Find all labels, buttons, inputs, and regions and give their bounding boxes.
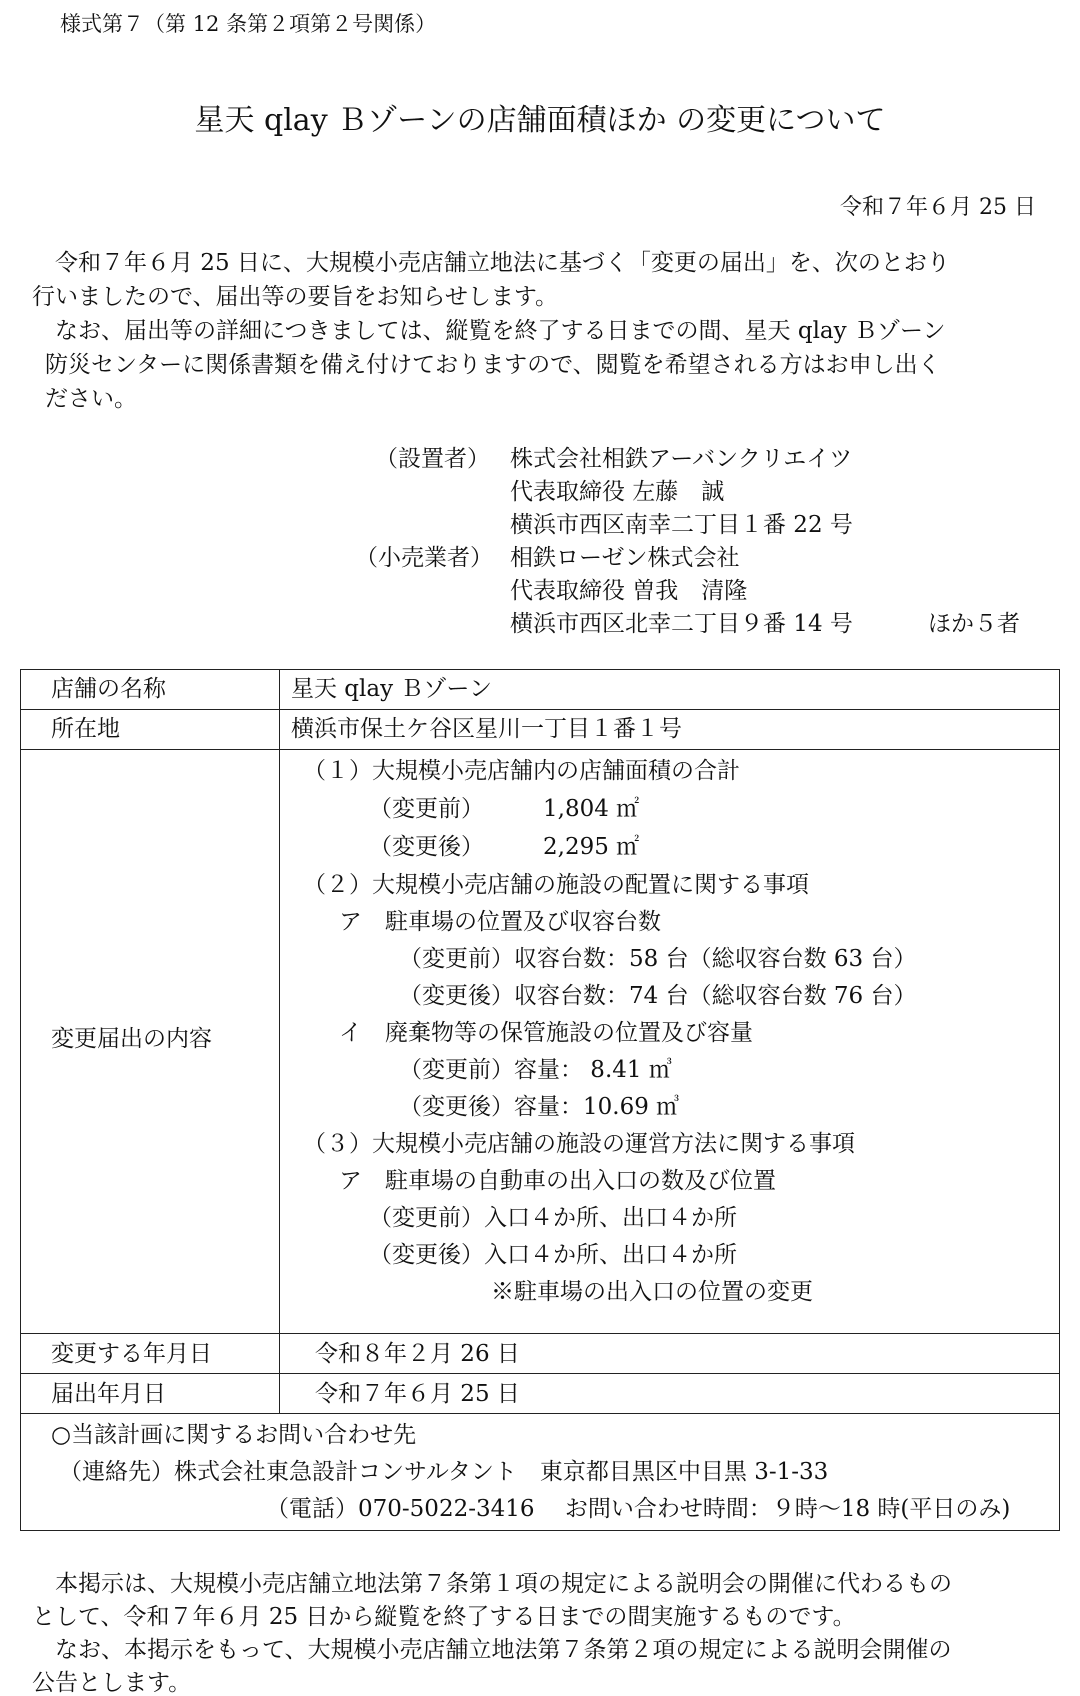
contact-heading: ○当該計画に関するお問い合わせ先 bbox=[51, 1422, 417, 1448]
item3a-note: ※駐車場の出入口の位置の変更 bbox=[491, 1279, 813, 1305]
item2i-before: （変更前）容量： 8.41 ㎥ bbox=[399, 1057, 672, 1083]
installer-company: 株式会社相鉄アーバンクリエイツ bbox=[510, 446, 853, 472]
notice-table bbox=[20, 669, 1060, 1531]
row-divider bbox=[21, 1333, 1059, 1334]
item2a-after: （変更後）収容台数：74 台（総収容台数 76 台） bbox=[399, 983, 917, 1009]
location-value: 横浜市保土ケ谷区星川一丁目１番１号 bbox=[291, 716, 682, 742]
row-divider bbox=[21, 1373, 1059, 1374]
item3a-heading: ア 駐車場の自動車の出入口の数及び位置 bbox=[339, 1168, 776, 1194]
installer-address: 横浜市西区南幸二丁目１番 22 号 bbox=[510, 512, 853, 538]
changes-label: 変更届出の内容 bbox=[51, 1026, 212, 1052]
retailer-role: （小売業者） bbox=[355, 545, 493, 571]
item1-heading: （１）大規模小売店舗内の店舗面積の合計 bbox=[303, 758, 740, 784]
intro-p1-line2: 行いましたので、届出等の要旨をお知らせします。 bbox=[32, 284, 559, 310]
installer-representative: 代表取締役 左藤 誠 bbox=[510, 479, 725, 505]
footer-p1-line2: として、令和７年６月 25 日から縦覧を終了する日までの間実施するものです。 bbox=[32, 1604, 856, 1630]
retailer-company: 相鉄ローゼン株式会社 bbox=[510, 545, 740, 571]
column-divider bbox=[279, 670, 280, 1413]
retailer-address: 横浜市西区北幸二丁目９番 14 号 bbox=[510, 611, 853, 637]
intro-p2-line1: なお、届出等の詳細につきましては、縦覧を終了する日までの間、星天 qlay Ｂゾーン bbox=[32, 318, 946, 344]
intro-p1-line1: 令和７年６月 25 日に、大規模小売店舗立地法に基づく「変更の届出」を、次のとおり bbox=[32, 250, 950, 276]
page-title: 星天 qlay Ｂゾーンの店舗面積ほか の変更について bbox=[194, 103, 886, 138]
item3a-after: （変更後）入口４か所、出口４か所 bbox=[369, 1242, 737, 1268]
item3a-before: （変更前）入口４か所、出口４か所 bbox=[369, 1205, 737, 1231]
item2a-heading: ア 駐車場の位置及び収容台数 bbox=[339, 909, 661, 935]
change-date-value: 令和８年２月 26 日 bbox=[315, 1341, 520, 1367]
notice-date: 令和７年６月 25 日 bbox=[840, 195, 1036, 220]
row-divider bbox=[21, 1413, 1059, 1414]
location-label: 所在地 bbox=[51, 716, 120, 742]
item1-before-label: （変更前） bbox=[369, 796, 484, 822]
intro-p2-line2: 防災センターに関係書類を備え付けておりますので、閲覧を希望される方はお申し出く bbox=[45, 352, 941, 378]
row-divider bbox=[21, 709, 1059, 710]
item3-heading: （３）大規模小売店舗の施設の運営方法に関する事項 bbox=[303, 1131, 855, 1157]
installer-role: （設置者） bbox=[375, 446, 490, 472]
contact-line2: （電話）070-5022-3416 お問い合わせ時間：９時～18 時(平日のみ) bbox=[266, 1496, 1011, 1522]
retailer-representative: 代表取締役 曽我 清隆 bbox=[510, 578, 748, 604]
store-name-label: 店舗の名称 bbox=[51, 676, 166, 702]
intro-p2-line3: ださい。 bbox=[45, 386, 137, 412]
footer-p2-line2: 公告とします。 bbox=[32, 1670, 192, 1696]
change-date-label: 変更する年月日 bbox=[51, 1341, 212, 1367]
filing-date-label: 届出年月日 bbox=[51, 1381, 166, 1407]
contact-line1: （連絡先）株式会社東急設計コンサルタント 東京都目黒区中目黒 3-1-33 bbox=[59, 1459, 829, 1485]
footer-p2-line1: なお、本掲示をもって、大規模小売店舗立地法第７条第２項の規定による説明会開催の bbox=[32, 1637, 952, 1663]
form-number: 様式第７（第 12 条第２項第２号関係） bbox=[60, 12, 437, 36]
item1-after-value: 2,295 ㎡ bbox=[543, 834, 640, 860]
item2i-after: （変更後）容量：10.69 ㎥ bbox=[399, 1094, 680, 1120]
retailer-others: ほか５者 bbox=[928, 611, 1020, 637]
row-divider bbox=[21, 749, 1059, 750]
store-name-value: 星天 qlay Ｂゾーン bbox=[291, 676, 492, 702]
item2a-before: （変更前）収容台数：58 台（総収容台数 63 台） bbox=[399, 946, 917, 972]
item2i-heading: イ 廃棄物等の保管施設の位置及び容量 bbox=[339, 1020, 753, 1046]
item2-heading: （２）大規模小売店舗の施設の配置に関する事項 bbox=[303, 872, 809, 898]
item1-after-label: （変更後） bbox=[369, 834, 484, 860]
filing-date-value: 令和７年６月 25 日 bbox=[315, 1381, 520, 1407]
item1-before-value: 1,804 ㎡ bbox=[543, 796, 640, 822]
footer-p1-line1: 本掲示は、大規模小売店舗立地法第７条第１項の規定による説明会の開催に代わるもの bbox=[32, 1571, 952, 1597]
